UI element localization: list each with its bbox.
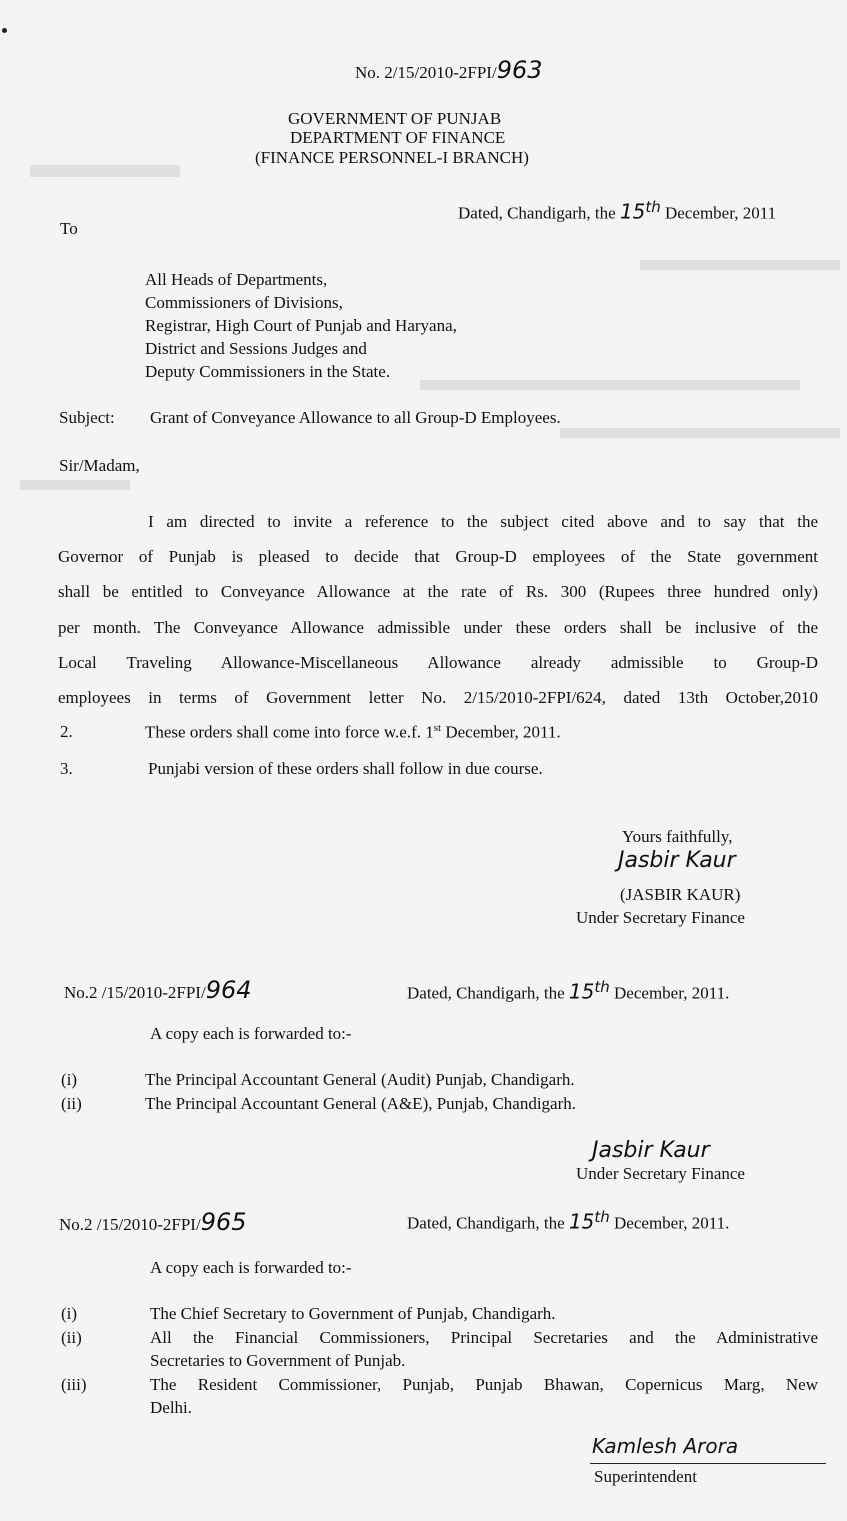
- copy2-file-number-handwritten: 965: [200, 1208, 247, 1236]
- para-2-text-b: December, 2011.: [441, 722, 561, 742]
- copy2-signature-handwritten: Kamlesh Arora: [592, 1434, 739, 1458]
- date-rest: December, 2011.: [614, 1213, 730, 1233]
- subject-text: Grant of Conveyance Allowance to all Group-D Employees.: [150, 408, 561, 427]
- copy2-item-num: (iii): [61, 1375, 87, 1394]
- signature-handwritten: Jasbir Kaur: [618, 848, 736, 873]
- para-2: [145, 722, 561, 743]
- file-number-text: No. 2/15/2010-2FPI/: [355, 63, 497, 82]
- recipient-line: Registrar, High Court of Punjab and Haryana,: [145, 316, 457, 335]
- date-suffix-handwritten: th: [645, 198, 661, 216]
- recipient-line: All Heads of Departments,: [145, 270, 328, 289]
- para-2-text-a: These orders shall come into force w.e.f. 1: [145, 722, 434, 742]
- file-number-handwritten: 963: [496, 56, 543, 84]
- copy2-intro: A copy each is forwarded to:-: [150, 1258, 352, 1277]
- bleed-through-mark: [640, 260, 840, 270]
- copy2-file-number-text: No.2 /15/2010-2FPI/: [59, 1215, 201, 1234]
- copy1-file-number: [64, 976, 252, 1004]
- copy1-date: [407, 978, 729, 1004]
- bleed-through-mark: [560, 428, 840, 438]
- subject-label: Subject:: [59, 408, 115, 427]
- salutation: Sir/Madam,: [59, 456, 140, 475]
- date-prefix: Dated, Chandigarh, the: [407, 1213, 565, 1233]
- body-line: I am directed to invite a reference to the subject cited above and to say that the: [148, 512, 818, 531]
- recipient-line: District and Sessions Judges and: [145, 339, 367, 358]
- letter-date: [458, 198, 776, 224]
- copy2-signatory-title: Superintendent: [594, 1467, 697, 1486]
- copy2-item-text: The Resident Commissioner, Punjab, Punjab Bhawan, Copernicus Marg, New: [150, 1375, 818, 1394]
- bleed-through-mark: [30, 165, 180, 177]
- para-3: Punjabi version of these orders shall follow in due course.: [148, 759, 543, 778]
- bleed-through-mark: [20, 480, 130, 490]
- binding-hole-mark: [2, 28, 7, 33]
- copy2-file-number: [59, 1208, 247, 1236]
- date-day-handwritten: 15: [619, 199, 646, 224]
- bleed-through-mark: [420, 380, 800, 390]
- copy1-file-number-handwritten: 964: [205, 976, 252, 1004]
- copy2-item-text: Secretaries to Government of Punjab.: [150, 1351, 406, 1370]
- recipient-line: Commissioners of Divisions,: [145, 293, 343, 312]
- copy1-item-text: The Principal Accountant General (A&E), Punjab, Chandigarh.: [145, 1094, 577, 1113]
- body-line: per month. The Conveyance Allowance admissible under these orders shall be inclusive of the: [58, 618, 818, 637]
- closing: Yours faithfully,: [622, 827, 733, 846]
- copy1-item-num: (ii): [61, 1094, 82, 1113]
- copy2-item-num: (ii): [61, 1328, 82, 1347]
- para-number: 3.: [60, 759, 73, 778]
- recipient-line: Deputy Commissioners in the State.: [145, 362, 391, 381]
- signature-underline: [590, 1463, 826, 1464]
- copy2-item-num: (i): [61, 1304, 78, 1323]
- body-line: shall be entitled to Conveyance Allowance at the rate of Rs. 300 (Rupees three hundred only): [58, 582, 818, 601]
- date-day-handwritten: 15: [568, 1209, 595, 1234]
- org-line-2: DEPARTMENT OF FINANCE: [290, 128, 506, 147]
- date-rest: December, 2011: [665, 203, 777, 223]
- signatory-title: Under Secretary Finance: [576, 908, 745, 927]
- copy1-signatory-title: Under Secretary Finance: [576, 1164, 745, 1183]
- copy2-date: [407, 1208, 729, 1234]
- copy1-item-num: (i): [61, 1070, 78, 1089]
- date-suffix-handwritten: th: [594, 978, 610, 996]
- org-line-1: GOVERNMENT OF PUNJAB: [288, 109, 502, 128]
- copy2-item-text: All the Financial Commissioners, Principal Secretaries and the Administrative: [150, 1328, 818, 1347]
- copy1-file-number-text: No.2 /15/2010-2FPI/: [64, 983, 206, 1002]
- copy1-item-text: The Principal Accountant General (Audit) Punjab, Chandigarh.: [145, 1070, 575, 1089]
- to-label: To: [60, 219, 78, 238]
- date-suffix-handwritten: th: [594, 1208, 610, 1226]
- date-rest: December, 2011.: [614, 983, 730, 1003]
- copy1-intro: A copy each is forwarded to:-: [150, 1024, 352, 1043]
- para-2-sup: st: [433, 722, 442, 734]
- file-number: [355, 56, 543, 84]
- signatory-name: (JASBIR KAUR): [620, 885, 741, 904]
- body-line: Governor of Punjab is pleased to decide that Group-D employees of the State government: [58, 547, 818, 566]
- copy2-item-text: Delhi.: [150, 1398, 193, 1417]
- para-number: 2.: [60, 722, 73, 741]
- copy1-signature-handwritten: Jasbir Kaur: [592, 1138, 710, 1163]
- body-line: employees in terms of Government letter No. 2/15/2010-2FPI/624, dated 13th October,2010: [58, 688, 818, 707]
- copy2-item-text: The Chief Secretary to Government of Punjab, Chandigarh.: [150, 1304, 556, 1323]
- date-day-handwritten: 15: [568, 979, 595, 1004]
- org-line-3: (FINANCE PERSONNEL-I BRANCH): [255, 148, 529, 167]
- date-prefix: Dated, Chandigarh, the: [458, 203, 616, 223]
- body-line: Local Traveling Allowance-Miscellaneous Allowance already admissible to Group-D: [58, 653, 818, 672]
- date-prefix: Dated, Chandigarh, the: [407, 983, 565, 1003]
